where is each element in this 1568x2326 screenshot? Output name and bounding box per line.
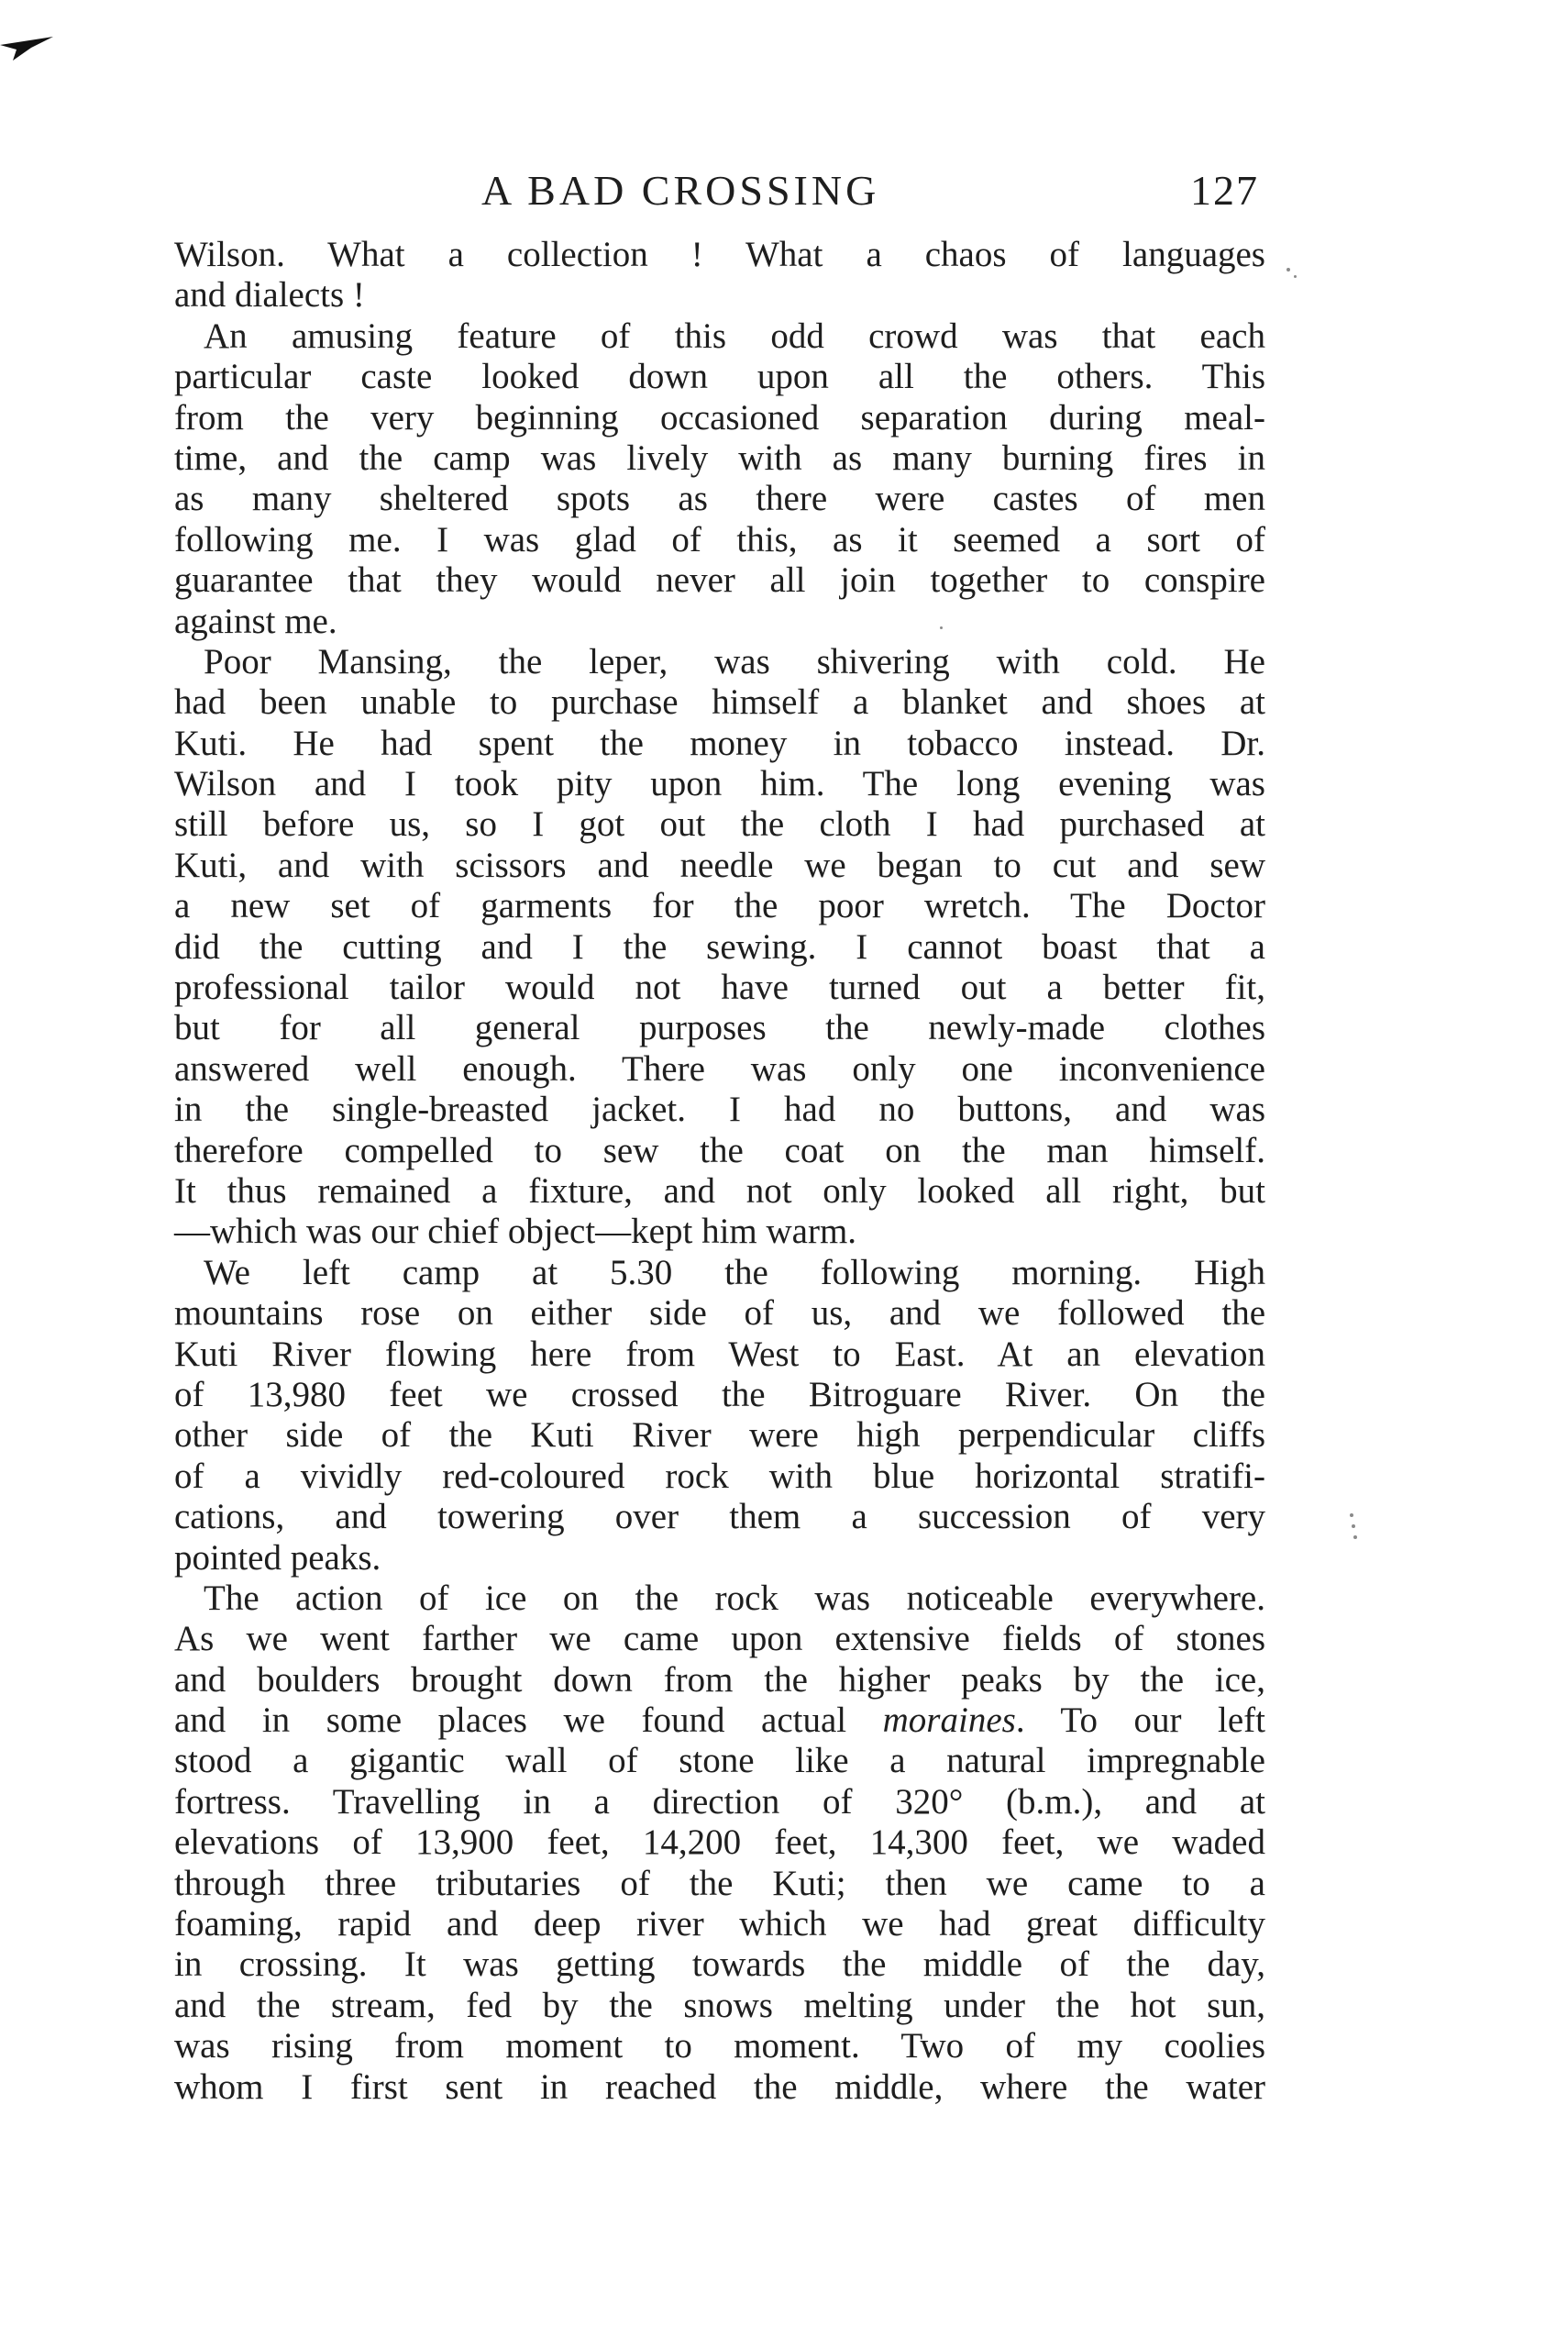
text-line: elevations of 13,900 feet, 14,200 feet, 14,300 feet, we waded — [174, 1822, 1265, 1863]
text-line: cations, and towering over them a succession of very — [174, 1497, 1265, 1537]
text-line: Wilson and I took pity upon him. The long evening was — [174, 764, 1265, 804]
paper-speck — [1294, 275, 1297, 278]
text-line: and dialects ! — [174, 275, 365, 316]
paper-speck — [1352, 1524, 1355, 1528]
text-line: and the stream, fed by the snows melting under the hot sun, — [174, 1985, 1265, 2025]
text-line: Kuti. He had spent the money in tobacco instead. Dr. — [174, 723, 1265, 763]
text-line: following me. I was glad of this, as it seemed a sort of — [174, 519, 1265, 559]
paragraph — [174, 1578, 1265, 2108]
paper-speck — [1350, 1513, 1353, 1517]
text-line: guarantee that they would never all join together to conspire — [174, 560, 1265, 601]
printer-corner-mark — [0, 37, 53, 61]
text-line: mountains rose on either side of us, and we followed the — [174, 1293, 1265, 1334]
text-line: Kuti River flowing here from West to East. At an elevation — [174, 1334, 1265, 1374]
text-line: particular caste looked down upon all the others. This — [174, 357, 1265, 397]
text-line: stood a gigantic wall of stone like a natural impregnable — [174, 1741, 1265, 1781]
text-line: time, and the camp was lively with as many burning fires in — [174, 438, 1265, 478]
text-line: whom I first sent in reached the middle, where the water — [174, 2066, 1265, 2107]
text-line: —which was our chief object—kept him warm. — [174, 1212, 857, 1252]
text-line: therefore compelled to sew the coat on the man himself. — [174, 1130, 1265, 1170]
paragraph — [174, 235, 1265, 316]
text-line: other side of the Kuti River were high perpendicular cliffs — [174, 1415, 1265, 1456]
paper-speck — [940, 626, 943, 629]
text-line: but for all general purposes the newly-made clothes — [174, 1008, 1265, 1048]
text-line: fortress. Travelling in a direction of 320° (b.m.), and at — [174, 1781, 1265, 1822]
paper-speck — [1353, 1535, 1357, 1539]
text-line: against me. — [174, 601, 337, 641]
page-number: 127 — [1190, 167, 1259, 214]
text-line: and in some places we found actual moraines. To our left — [174, 1700, 1265, 1741]
text-line: in crossing. It was getting towards the middle of the day, — [174, 1944, 1265, 1985]
text-line: as many sheltered spots as there were castes of men — [174, 479, 1265, 519]
body-text — [174, 235, 1265, 2108]
paragraph — [174, 316, 1265, 642]
text-line: answered well enough. There was only one inconvenience — [174, 1048, 1265, 1089]
text-line: Poor Mansing, the leper, was shivering with cold. He — [204, 641, 1265, 681]
text-line: Kuti, and with scissors and needle we began to cut and sew — [174, 845, 1265, 885]
running-title: A BAD CROSSING — [481, 167, 880, 214]
text-line: a new set of garments for the poor wretch. The Doctor — [174, 886, 1265, 926]
text-line: and boulders brought down from the higher peaks by the ice, — [174, 1659, 1265, 1700]
text-line: of a vividly red-coloured rock with blue horizontal stratifi- — [174, 1456, 1265, 1496]
text-line: through three tributaries of the Kuti; then we came to a — [174, 1863, 1265, 1903]
text-line: did the cutting and I the sewing. I cannot boast that a — [174, 926, 1265, 967]
paper-speck — [1286, 268, 1290, 271]
paragraph — [174, 1253, 1265, 1578]
italic-term: moraines — [882, 1700, 1016, 1741]
text-line: As we went farther we came upon extensive fields of stones — [174, 1619, 1265, 1659]
text-line: We left camp at 5.30 the following morning. High — [204, 1252, 1265, 1292]
text-line: of 13,980 feet we crossed the Bitroguare River. On the — [174, 1374, 1265, 1414]
text-line: professional tailor would not have turned out a better fit, — [174, 968, 1265, 1008]
text-line: foaming, rapid and deep river which we had great difficulty — [174, 1904, 1265, 1944]
text-line: from the very beginning occasioned separation during meal- — [174, 397, 1265, 438]
paragraph — [174, 642, 1265, 1253]
text-line: Wilson. What a collection ! What a chaos of languages — [174, 235, 1265, 274]
text-line: was rising from moment to moment. Two of my coolies — [174, 2026, 1265, 2066]
running-head — [179, 163, 1259, 218]
text-line: It thus remained a fixture, and not only looked all right, but — [174, 1170, 1265, 1211]
text-line: An amusing feature of this odd crowd was that each — [204, 316, 1265, 356]
text-line: still before us, so I got out the cloth I had purchased at — [174, 804, 1265, 845]
text-line: The action of ice on the rock was noticeable everywhere. — [204, 1578, 1265, 1618]
text-line: in the single-breasted jacket. I had no buttons, and was — [174, 1090, 1265, 1130]
text-line: pointed peaks. — [174, 1537, 381, 1578]
text-line: had been unable to purchase himself a blanket and shoes at — [174, 682, 1265, 723]
